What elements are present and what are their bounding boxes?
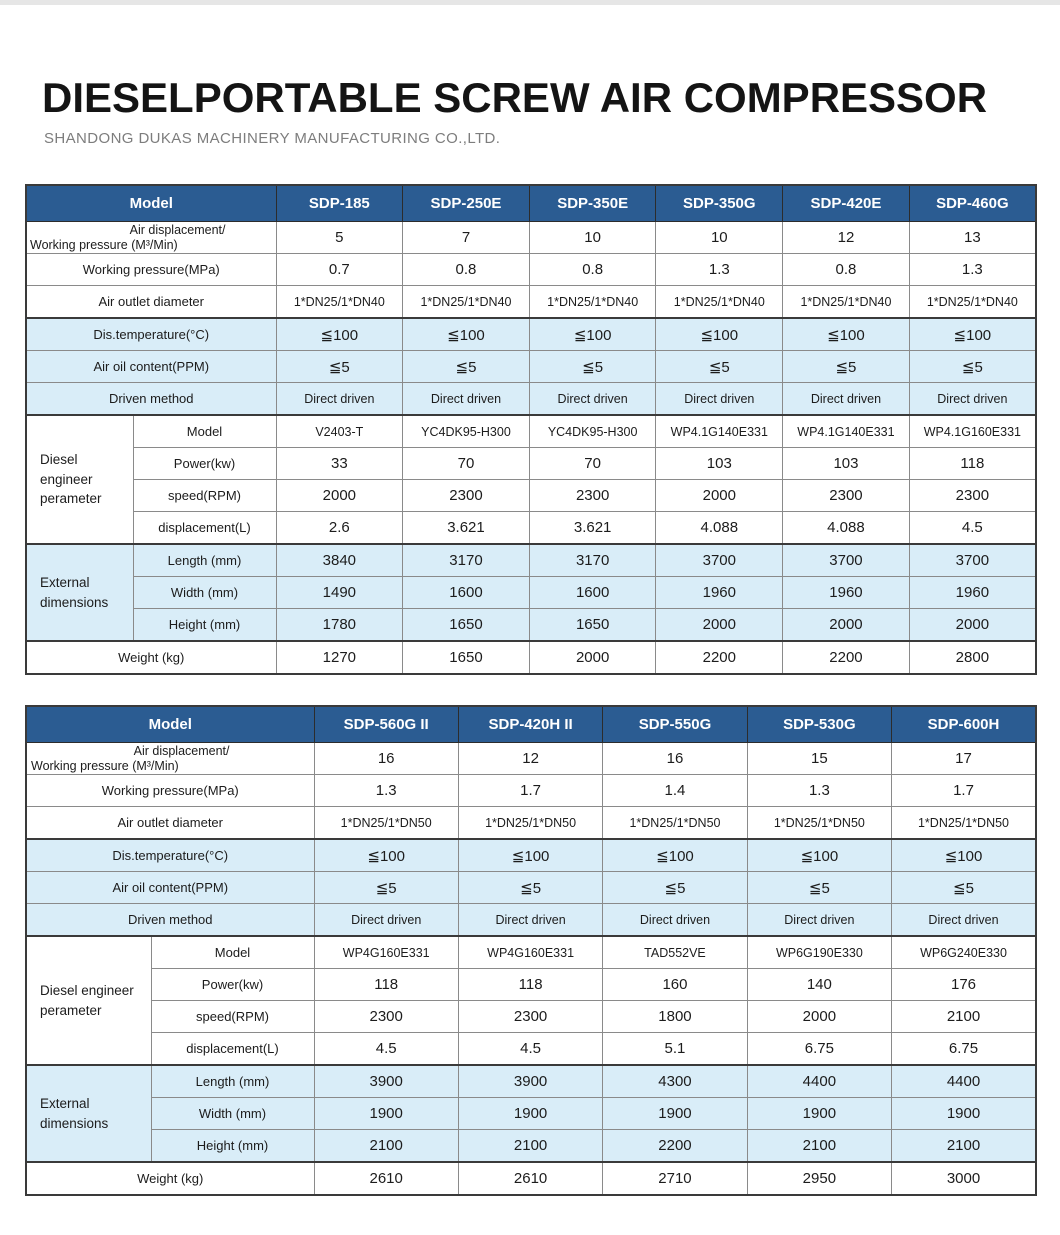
spec-value: 1*DN25/1*DN40 <box>403 286 530 319</box>
spec-value: 2710 <box>603 1162 747 1195</box>
spec-value: 1900 <box>892 1098 1036 1130</box>
spec-value: 3.621 <box>529 512 656 545</box>
spec-value: ≦100 <box>892 839 1036 872</box>
row-label: displacement(L) <box>151 1033 314 1066</box>
spec-value: 2000 <box>783 609 910 642</box>
table-row <box>26 1162 1036 1195</box>
document-header <box>0 75 1060 147</box>
model-column-header: SDP-420E <box>783 185 910 222</box>
model-column-header: SDP-185 <box>276 185 403 222</box>
spec-value: ≦5 <box>314 872 458 904</box>
row-label: Driven method <box>26 904 314 937</box>
spec-value: 2300 <box>909 480 1036 512</box>
row-label: Length (mm) <box>151 1065 314 1098</box>
spec-value: 3900 <box>314 1065 458 1098</box>
row-label: Air outlet diameter <box>26 286 276 319</box>
spec-value: 1*DN25/1*DN40 <box>909 286 1036 319</box>
spec-value: 6.75 <box>892 1033 1036 1066</box>
spec-value: 4400 <box>747 1065 891 1098</box>
spec-value: 70 <box>529 448 656 480</box>
table-row <box>26 641 1036 674</box>
company-name: SHANDONG DUKAS MACHINERY MANUFACTURING CO.,LTD. <box>44 130 501 148</box>
group-label: External dimensions <box>26 1065 151 1162</box>
spec-value: 4400 <box>892 1065 1036 1098</box>
spec-value: 3900 <box>458 1065 602 1098</box>
spec-value: 2950 <box>747 1162 891 1195</box>
model-column-header: SDP-250E <box>403 185 530 222</box>
spec-value: 1960 <box>783 577 910 609</box>
spec-value: 10 <box>529 222 656 254</box>
table-row <box>26 415 1036 448</box>
row-label: Dis.temperature(°C) <box>26 839 314 872</box>
spec-value: 1*DN25/1*DN50 <box>747 807 891 840</box>
row-label: Dis.temperature(°C) <box>26 318 276 351</box>
table-row <box>26 318 1036 351</box>
spec-value: 3700 <box>909 544 1036 577</box>
row-label: Air oil content(PPM) <box>26 351 276 383</box>
model-column-header: SDP-420H II <box>458 706 602 743</box>
spec-value: 1*DN25/1*DN50 <box>603 807 747 840</box>
spec-value: Direct driven <box>314 904 458 937</box>
spec-value: Direct driven <box>603 904 747 937</box>
table-header-row <box>26 185 1036 222</box>
row-label: speed(RPM) <box>151 1001 314 1033</box>
table-row <box>26 1001 1036 1033</box>
spec-value: 2000 <box>656 609 783 642</box>
spec-value: 3.621 <box>403 512 530 545</box>
spec-value: 1490 <box>276 577 403 609</box>
page-top-strip <box>0 0 1060 5</box>
spec-value: 2300 <box>529 480 656 512</box>
row-label: Height (mm) <box>151 1130 314 1163</box>
spec-value: ≦100 <box>909 318 1036 351</box>
spec-value: 2.6 <box>276 512 403 545</box>
spec-value: 2200 <box>783 641 910 674</box>
spec-value: 1900 <box>314 1098 458 1130</box>
row-label <box>26 743 314 775</box>
spec-value: 4.088 <box>656 512 783 545</box>
table-row <box>26 839 1036 872</box>
spec-value: Direct driven <box>458 904 602 937</box>
spec-value: 1270 <box>276 641 403 674</box>
spec-value: 2000 <box>656 480 783 512</box>
table-row <box>26 544 1036 577</box>
spec-value: 1*DN25/1*DN40 <box>656 286 783 319</box>
table-row <box>26 1033 1036 1066</box>
table-row <box>26 1065 1036 1098</box>
spec-value: 1650 <box>403 609 530 642</box>
model-column-header: SDP-560G II <box>314 706 458 743</box>
model-column-header: SDP-350G <box>656 185 783 222</box>
spec-value: 0.7 <box>276 254 403 286</box>
spec-value: 1960 <box>909 577 1036 609</box>
group-label: External dimensions <box>26 544 133 641</box>
table-row <box>26 577 1036 609</box>
spec-value: ≦100 <box>783 318 910 351</box>
spec-tables <box>0 184 1060 1196</box>
row-label: Driven method <box>26 383 276 416</box>
table-row <box>26 775 1036 807</box>
spec-value: ≦100 <box>747 839 891 872</box>
spec-value: ≦100 <box>314 839 458 872</box>
spec-value: 13 <box>909 222 1036 254</box>
spec-value: 1650 <box>529 609 656 642</box>
spec-value: 2100 <box>747 1130 891 1163</box>
row-label-line: Working pressure (M³/Min) <box>30 237 178 252</box>
group-label: Diesel engineer perameter <box>26 936 151 1065</box>
spec-value: 16 <box>603 743 747 775</box>
spec-value: YC4DK95-H300 <box>403 415 530 448</box>
spec-value: 1.7 <box>892 775 1036 807</box>
model-column-header: SDP-460G <box>909 185 1036 222</box>
table-row <box>26 286 1036 319</box>
table-row <box>26 936 1036 969</box>
spec-value: ≦5 <box>656 351 783 383</box>
spec-value: Direct driven <box>529 383 656 416</box>
spec-value: 1900 <box>747 1098 891 1130</box>
spec-value: 1.3 <box>656 254 783 286</box>
spec-value: WP4.1G160E331 <box>909 415 1036 448</box>
spec-value: 118 <box>909 448 1036 480</box>
model-column-header: SDP-530G <box>747 706 891 743</box>
spec-value: 0.8 <box>403 254 530 286</box>
spec-value: WP6G190E330 <box>747 936 891 969</box>
spec-value: 4300 <box>603 1065 747 1098</box>
spec-value: 2610 <box>458 1162 602 1195</box>
spec-value: ≦5 <box>747 872 891 904</box>
spec-value: 70 <box>403 448 530 480</box>
spec-value: 1800 <box>603 1001 747 1033</box>
spec-value: 1.3 <box>314 775 458 807</box>
spec-value: 1600 <box>529 577 656 609</box>
spec-value: V2403-T <box>276 415 403 448</box>
spec-value: 3840 <box>276 544 403 577</box>
spec-value: 3700 <box>656 544 783 577</box>
spec-value: 1600 <box>403 577 530 609</box>
spec-value: 5 <box>276 222 403 254</box>
spec-value: ≦5 <box>783 351 910 383</box>
spec-value: WP4G160E331 <box>314 936 458 969</box>
row-label: Working pressure(MPa) <box>26 775 314 807</box>
spec-value: 2800 <box>909 641 1036 674</box>
row-label: Weight (kg) <box>26 1162 314 1195</box>
spec-value: 160 <box>603 969 747 1001</box>
row-label: speed(RPM) <box>133 480 276 512</box>
spec-table-sdp185-460g-table <box>25 184 1037 675</box>
spec-value: ≦5 <box>909 351 1036 383</box>
spec-value: 2300 <box>458 1001 602 1033</box>
spec-value: 4.088 <box>783 512 910 545</box>
spec-value: 4.5 <box>314 1033 458 1066</box>
spec-value: 4.5 <box>458 1033 602 1066</box>
table-row <box>26 351 1036 383</box>
row-label-line: Air displacement/ <box>129 222 226 237</box>
spec-value: 2300 <box>314 1001 458 1033</box>
spec-value: Direct driven <box>747 904 891 937</box>
spec-value: 140 <box>747 969 891 1001</box>
spec-value: 1*DN25/1*DN50 <box>458 807 602 840</box>
spec-value: TAD552VE <box>603 936 747 969</box>
spec-value: ≦5 <box>603 872 747 904</box>
spec-value: 118 <box>314 969 458 1001</box>
table-row <box>26 448 1036 480</box>
spec-value: 1.4 <box>603 775 747 807</box>
spec-value: 1*DN25/1*DN50 <box>314 807 458 840</box>
row-label: Power(kw) <box>133 448 276 480</box>
spec-table-sdp185-460g <box>25 184 1035 675</box>
spec-value: Direct driven <box>892 904 1036 937</box>
spec-value: 2300 <box>783 480 910 512</box>
spec-value: 1960 <box>656 577 783 609</box>
row-label: Width (mm) <box>133 577 276 609</box>
spec-value: ≦5 <box>892 872 1036 904</box>
spec-value: 2200 <box>656 641 783 674</box>
spec-value: ≦100 <box>458 839 602 872</box>
table-row <box>26 743 1036 775</box>
table-row <box>26 969 1036 1001</box>
row-label-line: Air displacement/ <box>133 743 230 758</box>
model-column-header: SDP-600H <box>892 706 1036 743</box>
spec-value: 3170 <box>529 544 656 577</box>
row-label: Air outlet diameter <box>26 807 314 840</box>
spec-value: 2000 <box>909 609 1036 642</box>
spec-value: 1900 <box>458 1098 602 1130</box>
spec-value: 1900 <box>603 1098 747 1130</box>
spec-value: 2100 <box>892 1130 1036 1163</box>
spec-value: 1.3 <box>909 254 1036 286</box>
spec-value: WP6G240E330 <box>892 936 1036 969</box>
spec-value: 103 <box>783 448 910 480</box>
row-label: Width (mm) <box>151 1098 314 1130</box>
table-row <box>26 512 1036 545</box>
spec-value: 16 <box>314 743 458 775</box>
spec-value: 2000 <box>747 1001 891 1033</box>
spec-value: ≦5 <box>403 351 530 383</box>
spec-value: 1650 <box>403 641 530 674</box>
spec-value: WP4G160E331 <box>458 936 602 969</box>
spec-value: 3700 <box>783 544 910 577</box>
table-row <box>26 383 1036 416</box>
spec-value: 15 <box>747 743 891 775</box>
spec-value: 17 <box>892 743 1036 775</box>
table-row <box>26 222 1036 254</box>
spec-value: Direct driven <box>403 383 530 416</box>
spec-value: ≦100 <box>403 318 530 351</box>
spec-value: 12 <box>458 743 602 775</box>
spec-value: 0.8 <box>529 254 656 286</box>
row-label: Power(kw) <box>151 969 314 1001</box>
row-label: displacement(L) <box>133 512 276 545</box>
spec-value: 2100 <box>314 1130 458 1163</box>
table-row <box>26 1098 1036 1130</box>
table-row <box>26 480 1036 512</box>
row-label: Weight (kg) <box>26 641 276 674</box>
spec-value: ≦100 <box>603 839 747 872</box>
spec-value: WP4.1G140E331 <box>656 415 783 448</box>
spec-value: 1*DN25/1*DN40 <box>276 286 403 319</box>
spec-value: ≦100 <box>656 318 783 351</box>
spec-value: 2200 <box>603 1130 747 1163</box>
row-label: Height (mm) <box>133 609 276 642</box>
spec-value: 33 <box>276 448 403 480</box>
spec-value: 0.8 <box>783 254 910 286</box>
spec-value: 3000 <box>892 1162 1036 1195</box>
table-row <box>26 807 1036 840</box>
spec-value: 2610 <box>314 1162 458 1195</box>
spec-value: Direct driven <box>783 383 910 416</box>
spec-value: 103 <box>656 448 783 480</box>
spec-value: ≦100 <box>276 318 403 351</box>
spec-value: 1.3 <box>747 775 891 807</box>
spec-value: 2000 <box>276 480 403 512</box>
table-row <box>26 872 1036 904</box>
row-label-line: Working pressure (M³/Min) <box>31 758 179 773</box>
spec-value: YC4DK95-H300 <box>529 415 656 448</box>
spec-value: 118 <box>458 969 602 1001</box>
spec-value: WP4.1G140E331 <box>783 415 910 448</box>
row-label: Length (mm) <box>133 544 276 577</box>
row-label: Model <box>133 415 276 448</box>
model-corner-header: Model <box>26 706 314 743</box>
spec-value: ≦5 <box>276 351 403 383</box>
spec-value: ≦5 <box>529 351 656 383</box>
row-label: Model <box>151 936 314 969</box>
spec-value: 2100 <box>892 1001 1036 1033</box>
row-label <box>26 222 276 254</box>
spec-value: 7 <box>403 222 530 254</box>
table-header-row <box>26 706 1036 743</box>
spec-value: 4.5 <box>909 512 1036 545</box>
spec-value: 10 <box>656 222 783 254</box>
spec-value: ≦100 <box>529 318 656 351</box>
spec-table-sdp560g-600h-table <box>25 705 1037 1196</box>
spec-value: 6.75 <box>747 1033 891 1066</box>
spec-value: Direct driven <box>276 383 403 416</box>
spec-value: 1780 <box>276 609 403 642</box>
model-corner-header: Model <box>26 185 276 222</box>
page-title: DIESELPORTABLE SCREW AIR COMPRESSOR <box>42 74 988 121</box>
spec-table-sdp560g-600h <box>25 705 1035 1196</box>
spec-value: 1*DN25/1*DN40 <box>783 286 910 319</box>
spec-value: 1*DN25/1*DN40 <box>529 286 656 319</box>
spec-value: Direct driven <box>656 383 783 416</box>
table-row <box>26 609 1036 642</box>
spec-value: 1*DN25/1*DN50 <box>892 807 1036 840</box>
spec-value: 2300 <box>403 480 530 512</box>
model-column-header: SDP-550G <box>603 706 747 743</box>
table-row <box>26 1130 1036 1163</box>
group-label: Diesel engineer perameter <box>26 415 133 544</box>
spec-value: 5.1 <box>603 1033 747 1066</box>
spec-value: 3170 <box>403 544 530 577</box>
spec-value: 2000 <box>529 641 656 674</box>
spec-value: 2100 <box>458 1130 602 1163</box>
spec-value: 1.7 <box>458 775 602 807</box>
table-row <box>26 254 1036 286</box>
spec-value: 176 <box>892 969 1036 1001</box>
spec-value: Direct driven <box>909 383 1036 416</box>
row-label: Working pressure(MPa) <box>26 254 276 286</box>
spec-value: ≦5 <box>458 872 602 904</box>
row-label: Air oil content(PPM) <box>26 872 314 904</box>
spec-value: 12 <box>783 222 910 254</box>
table-row <box>26 904 1036 937</box>
model-column-header: SDP-350E <box>529 185 656 222</box>
